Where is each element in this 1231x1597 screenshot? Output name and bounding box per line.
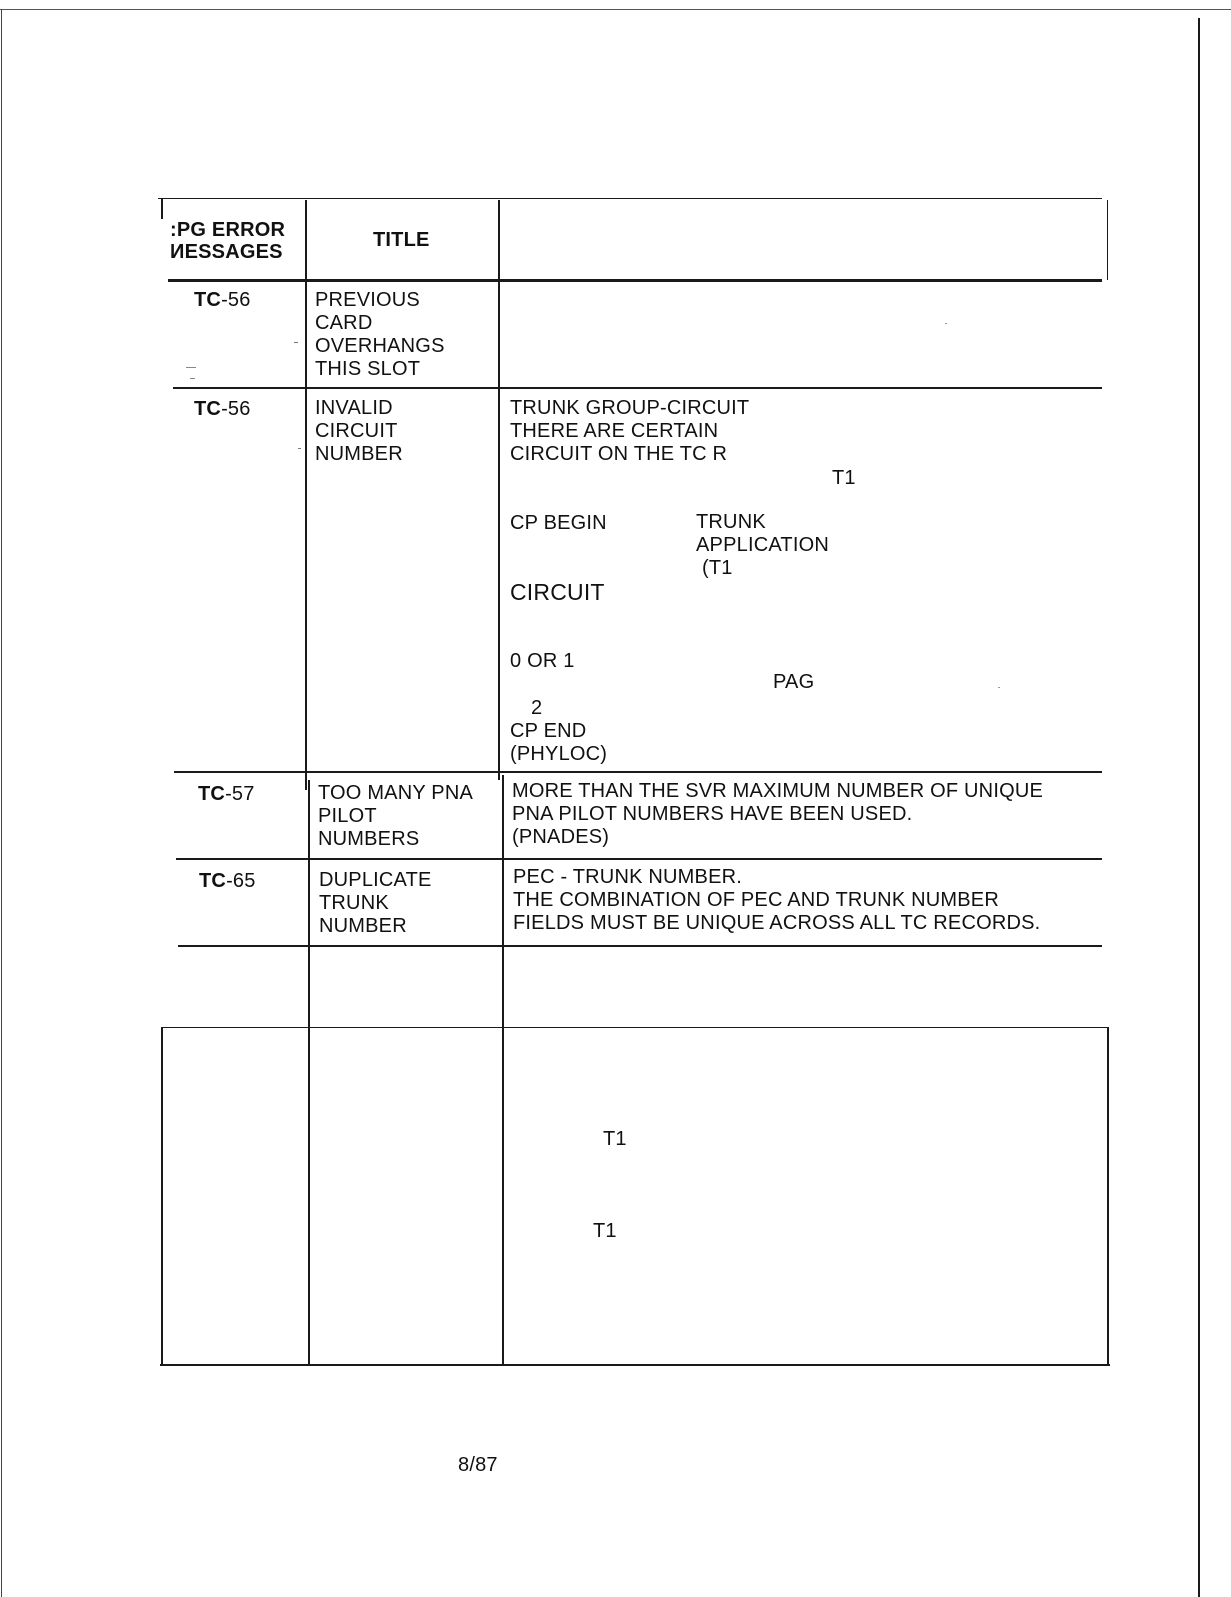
- col-divider-2b: [502, 775, 504, 1366]
- row2-title-line: CIRCUIT: [315, 420, 398, 442]
- header-line-1: :PG ERROR: [170, 219, 286, 241]
- row2-bottom-rule: [174, 771, 1102, 773]
- row4-desc: [513, 866, 1040, 935]
- row3-title-line: PILOT: [318, 805, 377, 827]
- row2-pag: PAG: [773, 671, 815, 693]
- row4-bottom-rule: [178, 945, 1102, 947]
- header-title: TITLE: [373, 229, 430, 251]
- row3-bottom-rule: [176, 858, 1102, 860]
- row3-code-suffix: -57: [225, 783, 255, 805]
- row1-title-line: OVERHANGS: [315, 335, 445, 357]
- row4-code: [199, 870, 256, 893]
- row2-circuit: CIRCUIT: [510, 579, 605, 605]
- row2-title-line: INVALID: [315, 397, 393, 419]
- row4-desc-line: THE COMBINATION OF PEC AND TRUNK NUMBER: [513, 889, 999, 911]
- col-divider-1a: [305, 200, 307, 790]
- row1-code-suffix: -56: [221, 289, 251, 311]
- table-left-rule-bottom: [161, 1027, 163, 1366]
- row3-title-line: NUMBERS: [318, 828, 420, 850]
- row1-code: [194, 289, 251, 312]
- row2-desc-line: THERE ARE CERTAIN: [510, 420, 719, 442]
- row2-zero-or-one: 0 OR 1: [510, 650, 575, 672]
- row2-code: [194, 398, 251, 421]
- row1-title-line: PREVIOUS: [315, 289, 420, 311]
- row2-phyloc: (PHYLOC): [510, 743, 608, 765]
- row2-two: 2: [531, 697, 543, 719]
- row2-cp-begin: CP BEGIN: [510, 512, 607, 534]
- row4-title-line: NUMBER: [319, 915, 407, 937]
- row3-desc-line: PNA PILOT NUMBERS HAVE BEEN USED.: [512, 803, 913, 825]
- row2-trunk-application: [696, 511, 829, 580]
- table-left-rule-top: [161, 199, 163, 219]
- row2-code-prefix: TC: [194, 398, 222, 420]
- row3-desc: [512, 780, 1043, 849]
- lower-box-t1-a: T1: [603, 1128, 627, 1150]
- row2-trunk-app-line: (T1: [702, 557, 733, 579]
- scan-mark: [190, 378, 195, 379]
- lower-box-top-rule: [162, 1027, 1108, 1028]
- row2-desc-line: TRUNK GROUP-CIRCUIT: [510, 397, 750, 419]
- footer-date: 8/87: [458, 1454, 498, 1476]
- row2-desc-line: CIRCUIT ON THE TC R: [510, 443, 728, 465]
- table-bottom-rule: [160, 1364, 1110, 1366]
- row4-desc-line: PEC - TRUNK NUMBER.: [513, 866, 743, 888]
- row3-desc-line: MORE THAN THE SVR MAXIMUM NUMBER OF UNIQUE: [512, 780, 1044, 802]
- row2-cp-end: CP END: [510, 720, 587, 742]
- row3-code: [198, 783, 255, 806]
- row1-title-line: THIS SLOT: [315, 358, 421, 380]
- row2-desc-intro: [510, 397, 749, 466]
- page-left-edge: [1, 9, 2, 1597]
- scan-mark: [298, 448, 301, 449]
- scan-mark: [945, 323, 947, 324]
- row4-title-line: DUPLICATE: [319, 869, 432, 891]
- lower-box-t1-b: T1: [593, 1220, 617, 1242]
- row4-desc-line: FIELDS MUST BE UNIQUE ACROSS ALL TC RECORDS.: [513, 912, 1041, 934]
- row4-title-line: TRUNK: [319, 892, 389, 914]
- table-right-rule-top: [1107, 200, 1108, 280]
- row2-code-suffix: -56: [221, 398, 251, 420]
- row1-code-prefix: TC: [194, 289, 222, 311]
- col-divider-2a: [498, 200, 500, 780]
- header-bottom-rule: [168, 279, 1102, 282]
- header-line-2: ИESSAGES: [170, 241, 283, 263]
- row1-bottom-rule: [173, 387, 1102, 389]
- table-top-rule: [158, 198, 1102, 199]
- row3-desc-line: (PNADES): [512, 826, 610, 848]
- header-error-messages: [170, 219, 285, 263]
- scan-mark: [186, 367, 196, 368]
- row3-title: [318, 782, 473, 851]
- row4-code-suffix: -65: [226, 870, 256, 892]
- page-right-edge: [1198, 18, 1200, 1597]
- row3-code-prefix: TC: [198, 783, 226, 805]
- row4-title: [319, 869, 432, 938]
- row2-title: [315, 397, 403, 466]
- scan-mark: [294, 342, 298, 343]
- row1-title: [315, 289, 445, 381]
- row3-title-line: TOO MANY PNA: [318, 782, 474, 804]
- row4-code-prefix: TC: [199, 870, 227, 892]
- row2-title-line: NUMBER: [315, 443, 403, 465]
- table-right-rule-bottom: [1107, 1027, 1109, 1366]
- row1-title-line: CARD: [315, 312, 373, 334]
- row2-trunk-app-line: TRUNK: [696, 511, 766, 533]
- page-top-rule: [0, 9, 1231, 10]
- row2-trunk-app-line: APPLICATION: [696, 534, 829, 556]
- col-divider-1b: [308, 780, 310, 1366]
- row2-t1-label: T1: [832, 467, 856, 489]
- scan-mark: [998, 687, 1000, 688]
